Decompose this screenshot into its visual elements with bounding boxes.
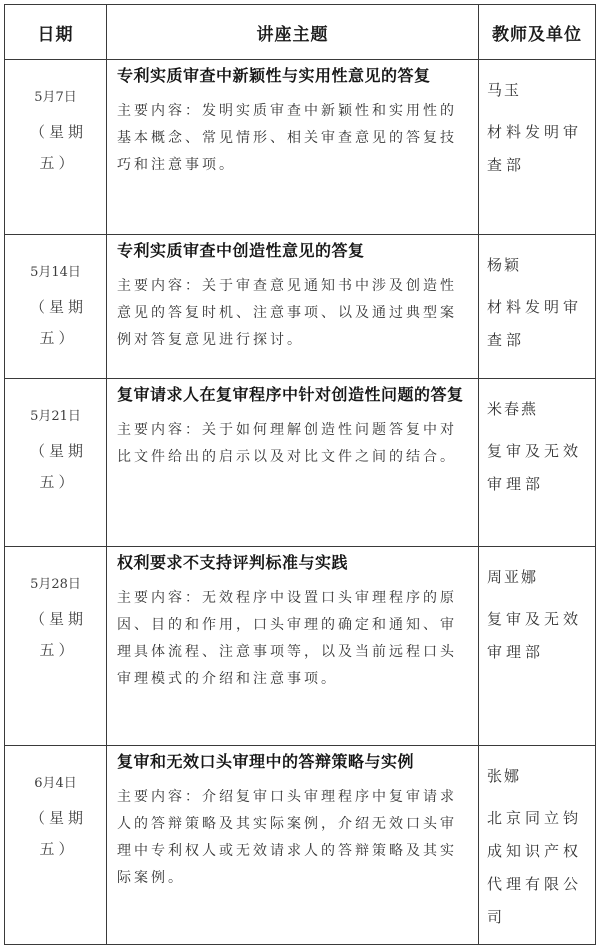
lecture-date: 5月28日 (30, 577, 81, 592)
lecture-weekday: （星期五） (29, 610, 87, 659)
teacher-cell (479, 60, 596, 235)
header-teacher: 教师及单位 (479, 5, 596, 60)
teacher-unit: 北京同立钧成知识产权代理有限公司 (487, 809, 583, 926)
teacher-unit: 复审及无效审理部 (487, 442, 583, 493)
date-cell (5, 746, 107, 945)
teacher-name: 周亚娜 (487, 568, 539, 586)
lecture-content: 主要内容：关于审查意见通知书中涉及创造性意见的答复时机、注意事项、以及通过典型案例对答复意见进行探讨。 (117, 278, 457, 348)
teacher-name: 杨颖 (487, 256, 522, 274)
topic-cell (107, 746, 479, 945)
teacher-cell (479, 235, 596, 379)
topic-cell (107, 547, 479, 746)
lecture-title: 专利实质审查中新颖性与实用性意见的答复 (117, 66, 431, 85)
date-cell (5, 547, 107, 746)
lecture-title: 复审和无效口头审理中的答辩策略与实例 (117, 752, 415, 771)
date-cell (5, 235, 107, 379)
teacher-unit: 材料发明审查部 (487, 123, 583, 174)
topic-cell (107, 379, 479, 547)
teacher-name: 张娜 (487, 767, 522, 785)
header-row (5, 5, 596, 60)
lecture-content: 主要内容：关于如何理解创造性问题答复中对比文件给出的启示以及对比文件之间的结合。 (117, 422, 457, 465)
date-cell (5, 379, 107, 547)
teacher-cell (479, 547, 596, 746)
table-row (5, 746, 596, 945)
teacher-unit: 材料发明审查部 (487, 298, 583, 349)
lecture-weekday: （星期五） (29, 298, 87, 347)
header-date: 日期 (5, 5, 107, 60)
teacher-name: 米春燕 (487, 400, 539, 418)
topic-cell (107, 235, 479, 379)
lecture-weekday: （星期五） (29, 809, 87, 858)
table-row (5, 547, 596, 746)
lecture-title: 权利要求不支持评判标准与实践 (117, 553, 349, 572)
lecture-date: 6月4日 (34, 776, 77, 791)
lecture-date: 5月14日 (30, 265, 81, 280)
lecture-content: 主要内容：介绍复审口头审理程序中复审请求人的答辩策略及其实际案例，介绍无效口头审理中专利权人或无效请求人的答辩策略及其实际案例。 (117, 789, 457, 886)
lecture-date: 5月21日 (30, 409, 81, 424)
lecture-weekday: （星期五） (29, 442, 87, 491)
lecture-weekday: （星期五） (29, 123, 87, 172)
teacher-unit: 复审及无效审理部 (487, 610, 583, 661)
lecture-title: 专利实质审查中创造性意见的答复 (117, 241, 365, 260)
teacher-name: 马玉 (487, 81, 522, 99)
lecture-content: 主要内容：无效程序中设置口头审理程序的原因、目的和作用，口头审理的确定和通知、审理具体流程、注意事项等，以及当前远程口头审理模式的介绍和注意事项。 (117, 590, 457, 687)
lecture-content: 主要内容：发明实质审查中新颖性和实用性的基本概念、常见情形、相关审查意见的答复技巧和注意事项。 (117, 103, 457, 173)
lecture-date: 5月7日 (34, 90, 77, 105)
table-row (5, 235, 596, 379)
topic-cell (107, 60, 479, 235)
lecture-title: 复审请求人在复审程序中针对创造性问题的答复 (117, 385, 464, 404)
date-cell (5, 60, 107, 235)
teacher-cell (479, 746, 596, 945)
lecture-schedule-table (4, 4, 596, 945)
table-row (5, 60, 596, 235)
table-row (5, 379, 596, 547)
teacher-cell (479, 379, 596, 547)
header-topic: 讲座主题 (107, 5, 479, 60)
